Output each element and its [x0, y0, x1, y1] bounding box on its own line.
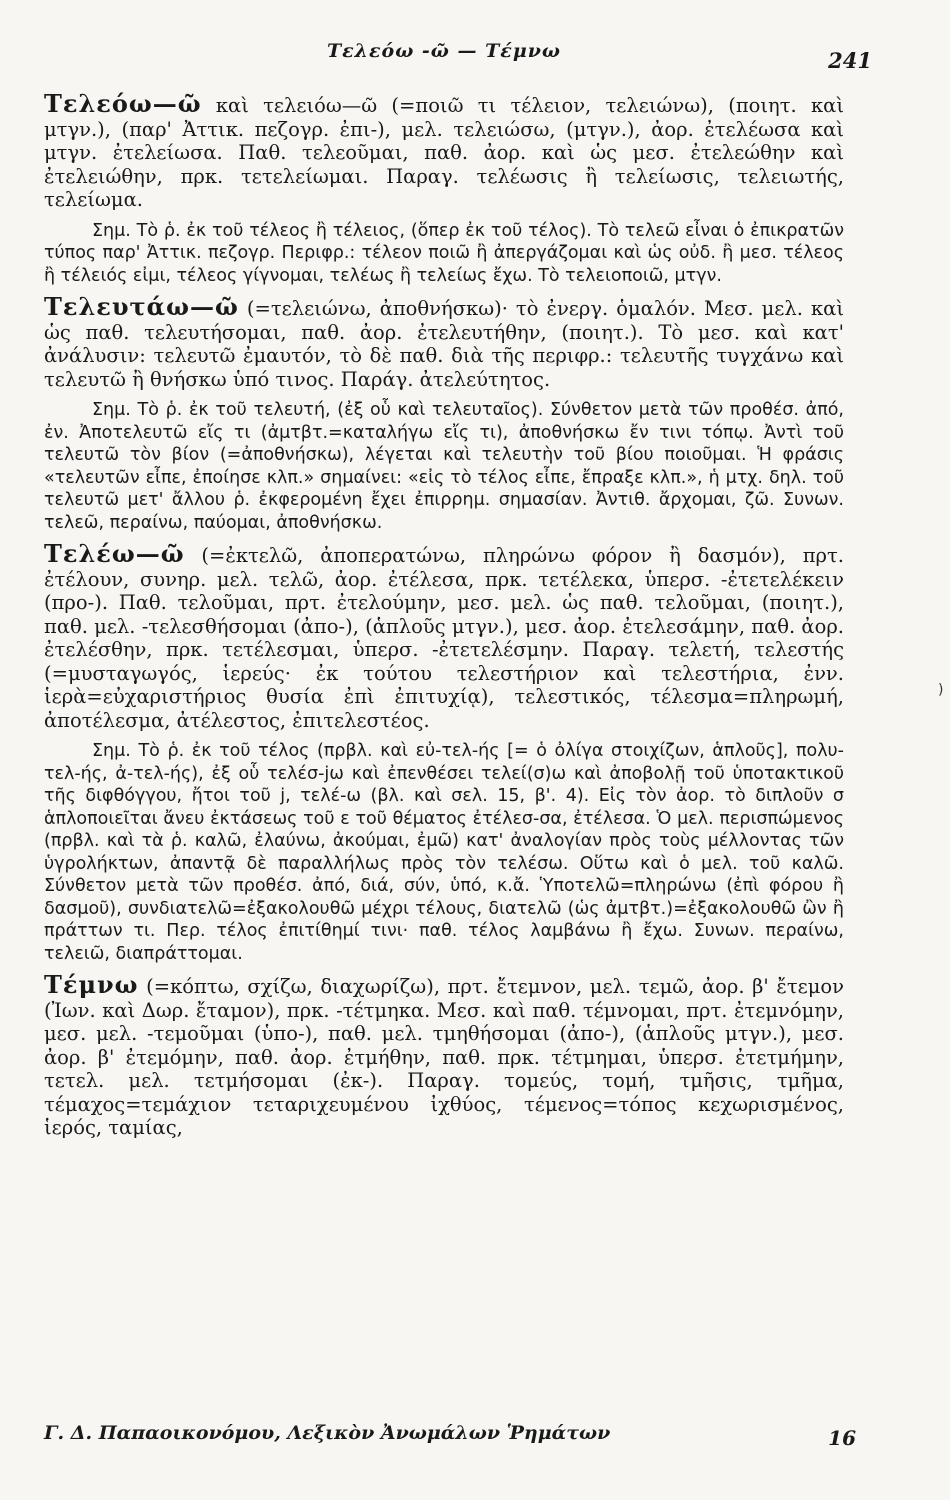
entry-teleutao [44, 292, 844, 391]
note-teleo: Σημ. Τὸ ῥ. ἐκ τοῦ τέλος (πρβλ. καὶ εὐ-τελ-ής [= ὁ ὀλίγα στοιχίζων, ἁπλοῦς], πολυ-τελ-ής, ἀ-τελ-ής), ἐξ οὗ τελέσ-jω καὶ ἐπενθέσει τελεί(σ)ω καὶ ἀποβολῇ τοῦ ὑποτακτικοῦ τῆς διφθόγγου, ἤτοι τοῦ j, τελέ-ω (βλ. καὶ σελ. 15, β'. 4). Εἰς τὸν ἀορ. τὸ διπλοῦν σ ἁπλοποιεῖται ἄνευ ἐκτάσεως τοῦ ε τοῦ θέματος ἐτέλεσ-σα, ἐτέλεσα. Ὁ μελ. περισπώμενος (πρβλ. καὶ τὰ ῥ. καλῶ, ἐλαύνω, ἀκούμαι, ἐμῶ) κατ' ἀναλογίαν πρὸς τοὺς μέλλοντας τῶν ὑγρολήκτων, ἀπαντᾷ δὲ παραλλήλως πρὸς τὸν τελέσω. Οὕτω καὶ ὁ μελ. τοῦ καλῶ. Σύνθετον μετὰ τῶν προθέσ. ἀπό, διά, σύν, ὑπό, κ.ἄ. Ὑποτελῶ=πληρώνω (ἐπὶ φόρου ἢ δασμοῦ), συνδιατελῶ=ἐξακολουθῶ μέχρι τέλους, διατελῶ (ὡς ἀμτβτ.)=ἐξακολουθῶ ὢν ἢ πράττων τι. Περ. τέλος ἐπιτίθημί τινι· παθ. τέλος λαμβάνω ἢ ἔχω. Συνων. περαίνω, τελειῶ, διαπράττομαι. [44, 741, 844, 964]
entry-text: καὶ τελειόω—ῶ (=ποιῶ τι τέλειον, τελειώνω), (ποιητ. καὶ μτγν.), (παρ' Ἀττικ. πεζογρ. ἐπι-), μελ. τελειώσω, (μτγν.), ἀορ. ἐτελέωσα καὶ μτγν. ἐτελείωσα. Παθ. τελεοῦμαι, παθ. ἀορ. καὶ ὡς μεσ. ἐτελεώθην καὶ ἐτελειώθην, πρκ. τετελείωμαι. Παραγ. τελέωσις ἢ τελείωσις, τελειωτής, τελείωμα. [44, 94, 844, 211]
entry-text: (=κόπτω, σχίζω, διαχωρίζω), πρτ. ἔτεμνον, μελ. τεμῶ, ἀορ. β' ἔτεμον (Ἰων. καὶ Δωρ. ἔταμον), πρκ. -τέτμηκα. Μεσ. καὶ παθ. τέμνομαι, πρτ. ἐτεμνόμην, μεσ. μελ. -τεμοῦμαι (ὑπο-), παθ. μελ. τμηθήσομαι (ἀπο-), (ἁπλοῦς μτγν.), μεσ. ἀορ. β' ἐτεμόμην, παθ. ἀορ. ἐτμήθην, παθ. πρκ. τέτμημαι, ὑπερσ. ἐτετμήμην, τετελ. μελ. τετμήσομαι (ἐκ-). Παραγ. τομεύς, τομή, τμῆσις, τμῆμα, τέμαχος=τεμάχιον τεταριχευμένου ἰχθύος, τέμενος=τόπος κεχωρισμένος, ἱερός, ταμίας, [44, 975, 844, 1139]
signature-number: 16 [828, 1426, 856, 1450]
footer [44, 1422, 856, 1452]
footer-title: Γ. Δ. Παπαοικονόμου, Λεξικὸν Ἀνωμάλων Ῥημάτων [44, 1422, 611, 1444]
headword: Τέμνω [44, 970, 139, 999]
dictionary-page [44, 30, 872, 1470]
page-number: 241 [828, 48, 872, 73]
body-text [44, 89, 844, 1148]
entry-text: (=ἐκτελῶ, ἀποπερατώνω, πληρώνω φόρον ἢ δασμόν), πρτ. ἐτέλουν, συνηρ. μελ. τελῶ, ἀορ. ἐτέλεσα, πρκ. τετέλεκα, ὑπερσ. -ἐτετελέκειν (προ-). Παθ. τελοῦμαι, πρτ. ἐτελούμην, μεσ. μελ. ὡς παθ. τελοῦμαι, (ποιητ.), παθ. μελ. -τελεσθήσομαι (ἀπο-), (ἁπλοῦς μτγν.), μεσ. ἀορ. ἐτελεσάμην, παθ. ἀορ. ἐτελέσθην, πρκ. τετέλεσμαι, ὑπερσ. -ἐτετελέσμην. Παραγ. τελετή, τελεστής (=μυσταγωγός, ἱερεύς· ἐκ τούτου τελεστήριον καὶ τελεστήρια, ἐνν. ἱερὰ=εὐχαριστήριος θυσία ἐπὶ ἐπιτυχίᾳ), τελεστικός, τέλεσμα=πληρωμή, ἀποτέλεσμα, ἀτέλεστος, ἐπιτελεστέος. [44, 544, 844, 732]
entry-teleo [44, 539, 844, 732]
headword: Τελεόω—ῶ [44, 89, 202, 118]
headword: Τελέω—ῶ [44, 539, 185, 568]
headword: Τελευτάω—ῶ [44, 292, 239, 321]
entry-text: (=τελειώνω, ἀποθνήσκω)· τὸ ἐνεργ. ὁμαλόν. Μεσ. μελ. καὶ ὡς παθ. τελευτήσομαι, παθ. ἀορ. ἐτελευτήθην, (ποιητ.). Τὸ μεσ. καὶ κατ' ἀνάλυσιν: τελευτῶ ἐμαυτόν, τὸ δὲ παθ. διὰ τῆς περιφρ.: τελευτῆς τυγχάνω καὶ τελευτῶ ἢ θνήσκω ὑπό τινος. Παράγ. ἀτελεύτητος. [44, 297, 844, 391]
note-teleutao: Σημ. Τὸ ῥ. ἐκ τοῦ τελευτή, (ἐξ οὗ καὶ τελευταῖος). Σύνθετον μετὰ τῶν προθέσ. ἀπό, ἐν. Ἀποτελευτῶ εἴς τι (ἀμτβτ.=καταλήγω εἴς τι), ἀποθνήσκω ἔν τινι τόπῳ. Ἀντὶ τοῦ τελευτῶ τὸν βίον (=ἀποθνήσκω), λέγεται καὶ τελευτὴν τοῦ βίου ποιοῦμαι. Ἡ φράσις «τελευτῶν εἶπε, ἐποίησε κλπ.» σημαίνει: «εἰς τὸ τέλος εἶπε, ἔπραξε κλπ.», ἡ μτχ. δηλ. τοῦ τελευτῶ μετ' ἄλλου ῥ. ἐκφερομένη ἔχει ἐπιρρημ. σημασίαν. Ἀντιθ. ἄρχομαι, ζῶ. Συνων. τελεῶ, περαίνω, παύομαι, ἀποθνήσκω. [44, 400, 844, 533]
entry-teleoo [44, 89, 844, 212]
margin-mark: ) [938, 682, 944, 698]
running-head: Τελεόω -ῶ — Τέμνω [326, 40, 561, 62]
note-teleoo: Σημ. Τὸ ῥ. ἐκ τοῦ τέλεος ἢ τέλειος, (ὅπερ ἐκ τοῦ τέλος). Τὸ τελεῶ εἶναι ὁ ἐπικρατῶν τύπος παρ' Ἀττικ. πεζογρ. Περιφρ.: τέλεον ποιῶ ἢ ἀπεργάζομαι καὶ ὡς οὐδ. ἢ μεσ. τέλεος ἢ τέλειός εἰμι, τέλεος γίγνομαι, τελέως ἢ τελείως ἔχω. Τὸ τελειοποιῶ, μτγν. [44, 220, 844, 286]
entry-temno [44, 970, 844, 1140]
